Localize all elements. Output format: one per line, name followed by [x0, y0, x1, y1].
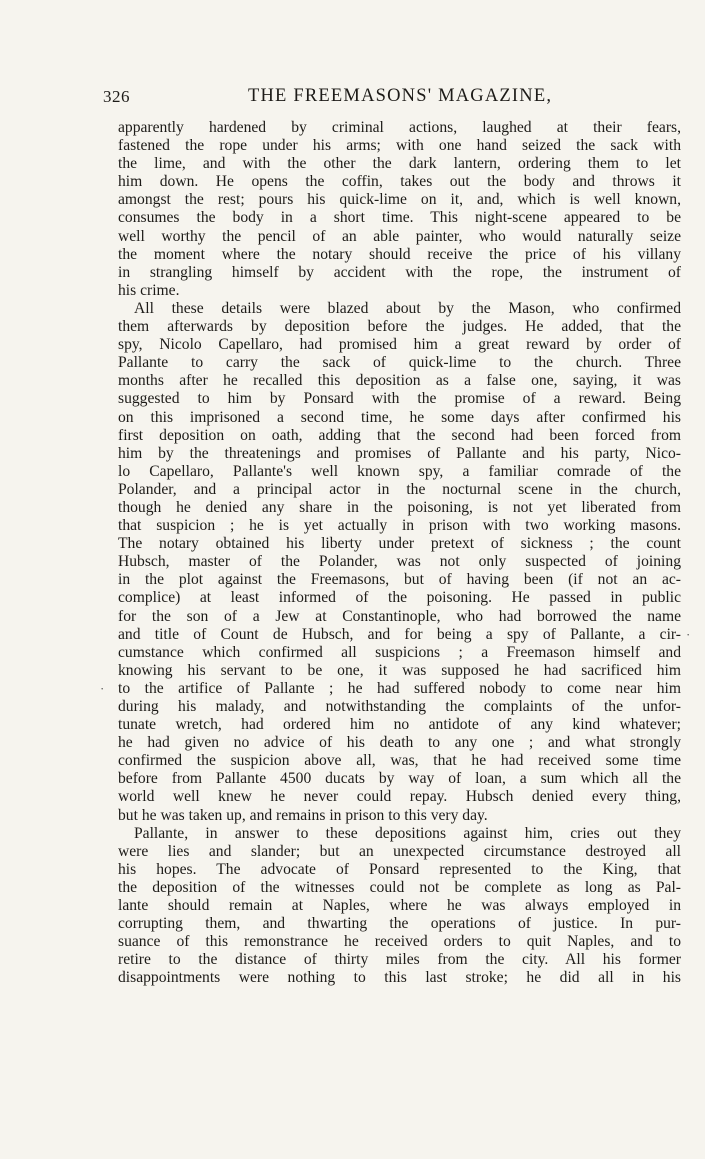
text-line: on this imprisoned a second time, he some days after confirmed his [118, 408, 681, 426]
text-line: the deposition of the witnesses could not be complete as long as Pal- [118, 878, 681, 896]
body-text [118, 119, 681, 988]
text-line: world well knew he never could repay. Hubsch denied every thing, [118, 788, 681, 806]
text-line: for the son of a Jew at Constantinople, who had borrowed the name [118, 607, 681, 625]
running-head: THE FREEMASONS' MAGAZINE, [248, 86, 553, 106]
text-line: suggested to him by Ponsard with the promise of a reward. Being [118, 390, 681, 408]
text-line: to the artifice of Pallante ; he had suffered nobody to come near him [118, 679, 681, 697]
text-line: Pallante, in answer to these depositions against him, cries out they [134, 824, 681, 842]
text-line: tunate wretch, had ordered him no antidote of any kind whatever; [118, 716, 681, 734]
text-line: The notary obtained his liberty under pretext of sickness ; the count [118, 535, 681, 553]
text-line: Polander, and a principal actor in the nocturnal scene in the church, [118, 480, 681, 498]
text-line: well worthy the pencil of an able painter, who would naturally seize [118, 227, 681, 245]
text-line: Hubsch, master of the Polander, was not only suspected of joining [118, 553, 681, 571]
text-line: his crime. [118, 281, 180, 299]
text-line: retire to the distance of thirty miles from the city. All his former [118, 951, 681, 969]
text-line: in strangling himself by accident with the rope, the instrument of [118, 263, 681, 281]
text-line: them afterwards by deposition before the judges. He added, that the [118, 318, 681, 336]
text-line: complice) at least informed of the poisoning. He passed in public [118, 589, 681, 607]
text-line: his hopes. The advocate of Ponsard represented to the King, that [118, 860, 681, 878]
text-line: in the plot against the Freemasons, but of having been (if not an ac- [118, 571, 681, 589]
text-line: Pallante to carry the sack of quick-lime to the church. Three [118, 354, 681, 372]
margin-dot: · [686, 627, 691, 642]
text-line: before from Pallante 4500 ducats by way of loan, a sum which all the [118, 770, 681, 788]
text-line: the moment where the notary should receive the price of his villany [118, 245, 681, 263]
text-line: were lies and slander; but an unexpected circumstance destroyed all [118, 842, 681, 860]
text-line: confirmed the suspicion above all, was, that he had received some time [118, 752, 681, 770]
text-line: him by the threatenings and promises of Pallante and his party, Nico- [118, 444, 681, 462]
text-line: him down. He opens the coffin, takes out the body and throws it [118, 173, 681, 191]
text-line: during his malady, and notwithstanding the complaints of the unfor- [118, 698, 681, 715]
text-line: fastened the rope under his arms; with one hand seized the sack with [118, 137, 681, 155]
text-line: amongst the rest; pours his quick-lime on it, and, which is well known, [118, 191, 681, 209]
text-line: lante should remain at Naples, where he was always employed in [118, 897, 681, 915]
margin-dot: · [100, 681, 105, 696]
page-header [103, 87, 623, 113]
text-line: and title of Count de Hubsch, and for being a spy of Pallante, a cir- [118, 625, 681, 643]
text-line: months after he recalled this deposition as a false one, saying, it was [118, 372, 681, 390]
text-line: suance of this remonstrance he received orders to quit Naples, and to [118, 933, 681, 951]
text-line: spy, Nicolo Capellaro, had promised him a great reward by order of [118, 336, 681, 354]
text-line: knowing his servant to be one, it was supposed he had sacrificed him [118, 661, 681, 679]
text-line: first deposition on oath, adding that the second had been forced from [118, 426, 681, 444]
text-line: though he denied any share in the poisoning, is not yet liberated from [118, 498, 681, 516]
text-line: disappointments were nothing to this last stroke; he did all in his [118, 969, 681, 987]
text-line: All these details were blazed about by the Mason, who confirmed [134, 299, 681, 317]
page-number: 326 [103, 87, 130, 106]
text-line: corrupting them, and thwarting the operations of justice. In pur- [118, 915, 681, 933]
text-line: lo Capellaro, Pallante's well known spy, a familiar comrade of the [118, 462, 681, 480]
text-line: the lime, and with the other the dark lantern, ordering them to let [118, 155, 681, 173]
text-line: apparently hardened by criminal actions, laughed at their fears, [118, 119, 681, 136]
text-line: but he was taken up, and remains in prison to this very day. [118, 806, 488, 824]
text-line: cumstance which confirmed all suspicions ; a Freemason himself and [118, 643, 681, 661]
text-line: he had given no advice of his death to any one ; and what strongly [118, 734, 681, 752]
text-line: that suspicion ; he is yet actually in prison with two working masons. [118, 517, 681, 535]
text-line: consumes the body in a short time. This night-scene appeared to be [118, 209, 681, 227]
